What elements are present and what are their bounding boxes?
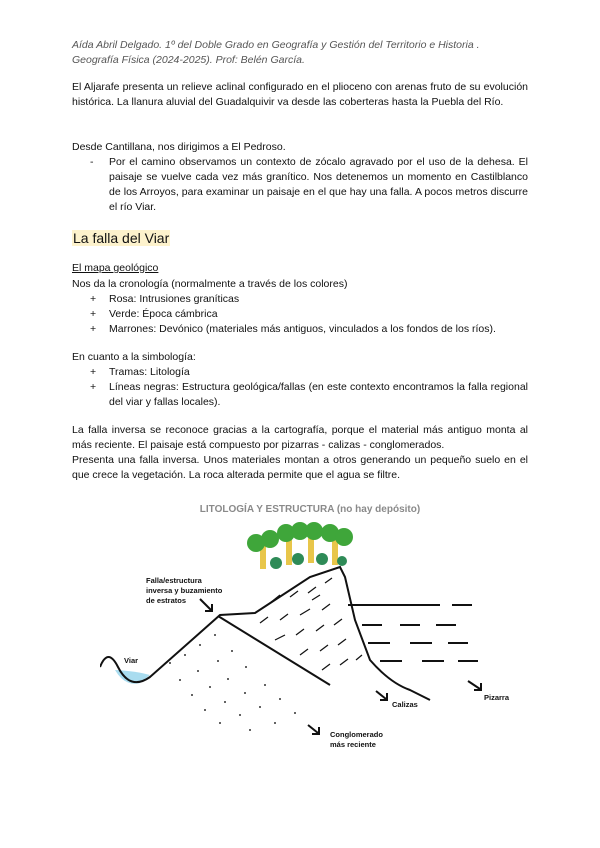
label-fault-2: inversa y buzamiento [146,586,223,595]
intro-paragraph: El Aljarafe presenta un relieve aclinal configurado en el plioceno con arenas fruto de su evolución histórica. La llanura aluvial del Guadalquivir va desde las coberteras hasta la Puebla del Río. [72,81,528,108]
list-item [72,380,528,410]
label-viar: Viar [124,656,139,665]
chrono-item-text: Rosa: Intrusiones graníticas [109,293,240,305]
label-pizarra: Pizarra [484,693,510,702]
symbol-item-text: Tramas: Litología [109,366,190,378]
symbology-list [72,365,528,410]
plus-marker: + [90,308,97,320]
limestone-texture [260,578,362,670]
list-item [72,155,528,215]
annotation-arrows [200,599,481,734]
label-fault-3: de estratos [146,596,187,605]
chronology-intro: Nos da la cronología (normalmente a través de los colores) [72,278,348,290]
limestone-arrow [376,691,386,699]
route-item-text: Por el camino observamos un contexto de zócalo agravado por el uso de la dehesa. El paisaje se vuelve cada vez más granítico. Nos detenemos un momento en Castilblanco de los Arroyos, para examinar un paisaje en el que hay una falla. A pocos metros discurre el río Viar. [109,156,528,213]
shrub [316,553,328,565]
plus-marker: + [90,293,97,305]
chronology-list [72,292,528,337]
diagram-labels [124,576,510,749]
document-header [72,38,532,68]
list-item [72,365,528,380]
header-line-2: Geografía Física (2024-2025). Prof: Belén García. [72,54,305,66]
plus-marker: + [90,381,97,393]
tree-canopy [261,530,279,548]
fault-arrow [200,599,212,611]
chrono-item-text: Marrones: Devónico (materiales más antiguos, vinculados a los fondos de los ríos). [109,323,496,335]
label-conglomerate-2: más reciente [330,740,376,749]
label-conglomerate-1: Conglomerado [330,730,383,739]
diagram-title: LITOLOGÍA Y ESTRUCTURA (no hay depósito) [199,504,421,515]
tree-trunk [308,537,314,563]
vegetation [247,522,353,569]
fault-line [218,616,330,685]
tree-trunk [286,539,292,565]
list-item [72,322,528,337]
shrub [270,557,282,569]
shrub [337,556,347,566]
section-heading: La falla del Viar [73,230,170,246]
plus-marker: + [90,323,97,335]
dash-marker: - [90,156,94,168]
conglomerate-texture [169,634,296,731]
shrub [292,553,304,565]
conglomerate-arrow [308,725,318,733]
tree-canopy [305,522,323,540]
slate-arrow [468,681,480,689]
header-line-1: Aída Abril Delgado. 1º del Doble Grado en Geografía y Gestión del Territorio e Historia . [72,39,480,51]
symbology-intro: En cuanto a la simbología: [72,351,196,363]
fault-paragraph-1: La falla inversa se reconoce gracias a la cartografía, porque el material más antiguo monta al más reciente. El paisaje está compuesto por pizarras - calizas - conglomerados. [72,424,528,451]
label-fault-1: Falla/estructura [146,576,202,585]
lithology-diagram [100,495,520,765]
slate-strata [362,605,478,661]
route-paragraph: Desde Cantillana, nos dirigimos a El Pedroso. [72,141,286,153]
tree-canopy [335,528,353,546]
list-item [72,292,528,307]
symbol-item-text: Líneas negras: Estructura geológica/fallas (en este contexto encontramos la falla regional del viar y fallas locales). [109,381,528,408]
fault-paragraph-2: Presenta una falla inversa. Unos materiales montan a otros generando un pequeño suelo en el que crece la vegetación. La roca alterada permite que el agua se filtre. [72,454,528,481]
list-item [72,307,528,322]
chrono-item-text: Verde: Época cámbrica [109,308,218,320]
plus-marker: + [90,366,97,378]
label-calizas: Calizas [392,700,418,709]
route-list [72,155,528,215]
subheading-geologic-map: El mapa geológico [72,262,159,274]
